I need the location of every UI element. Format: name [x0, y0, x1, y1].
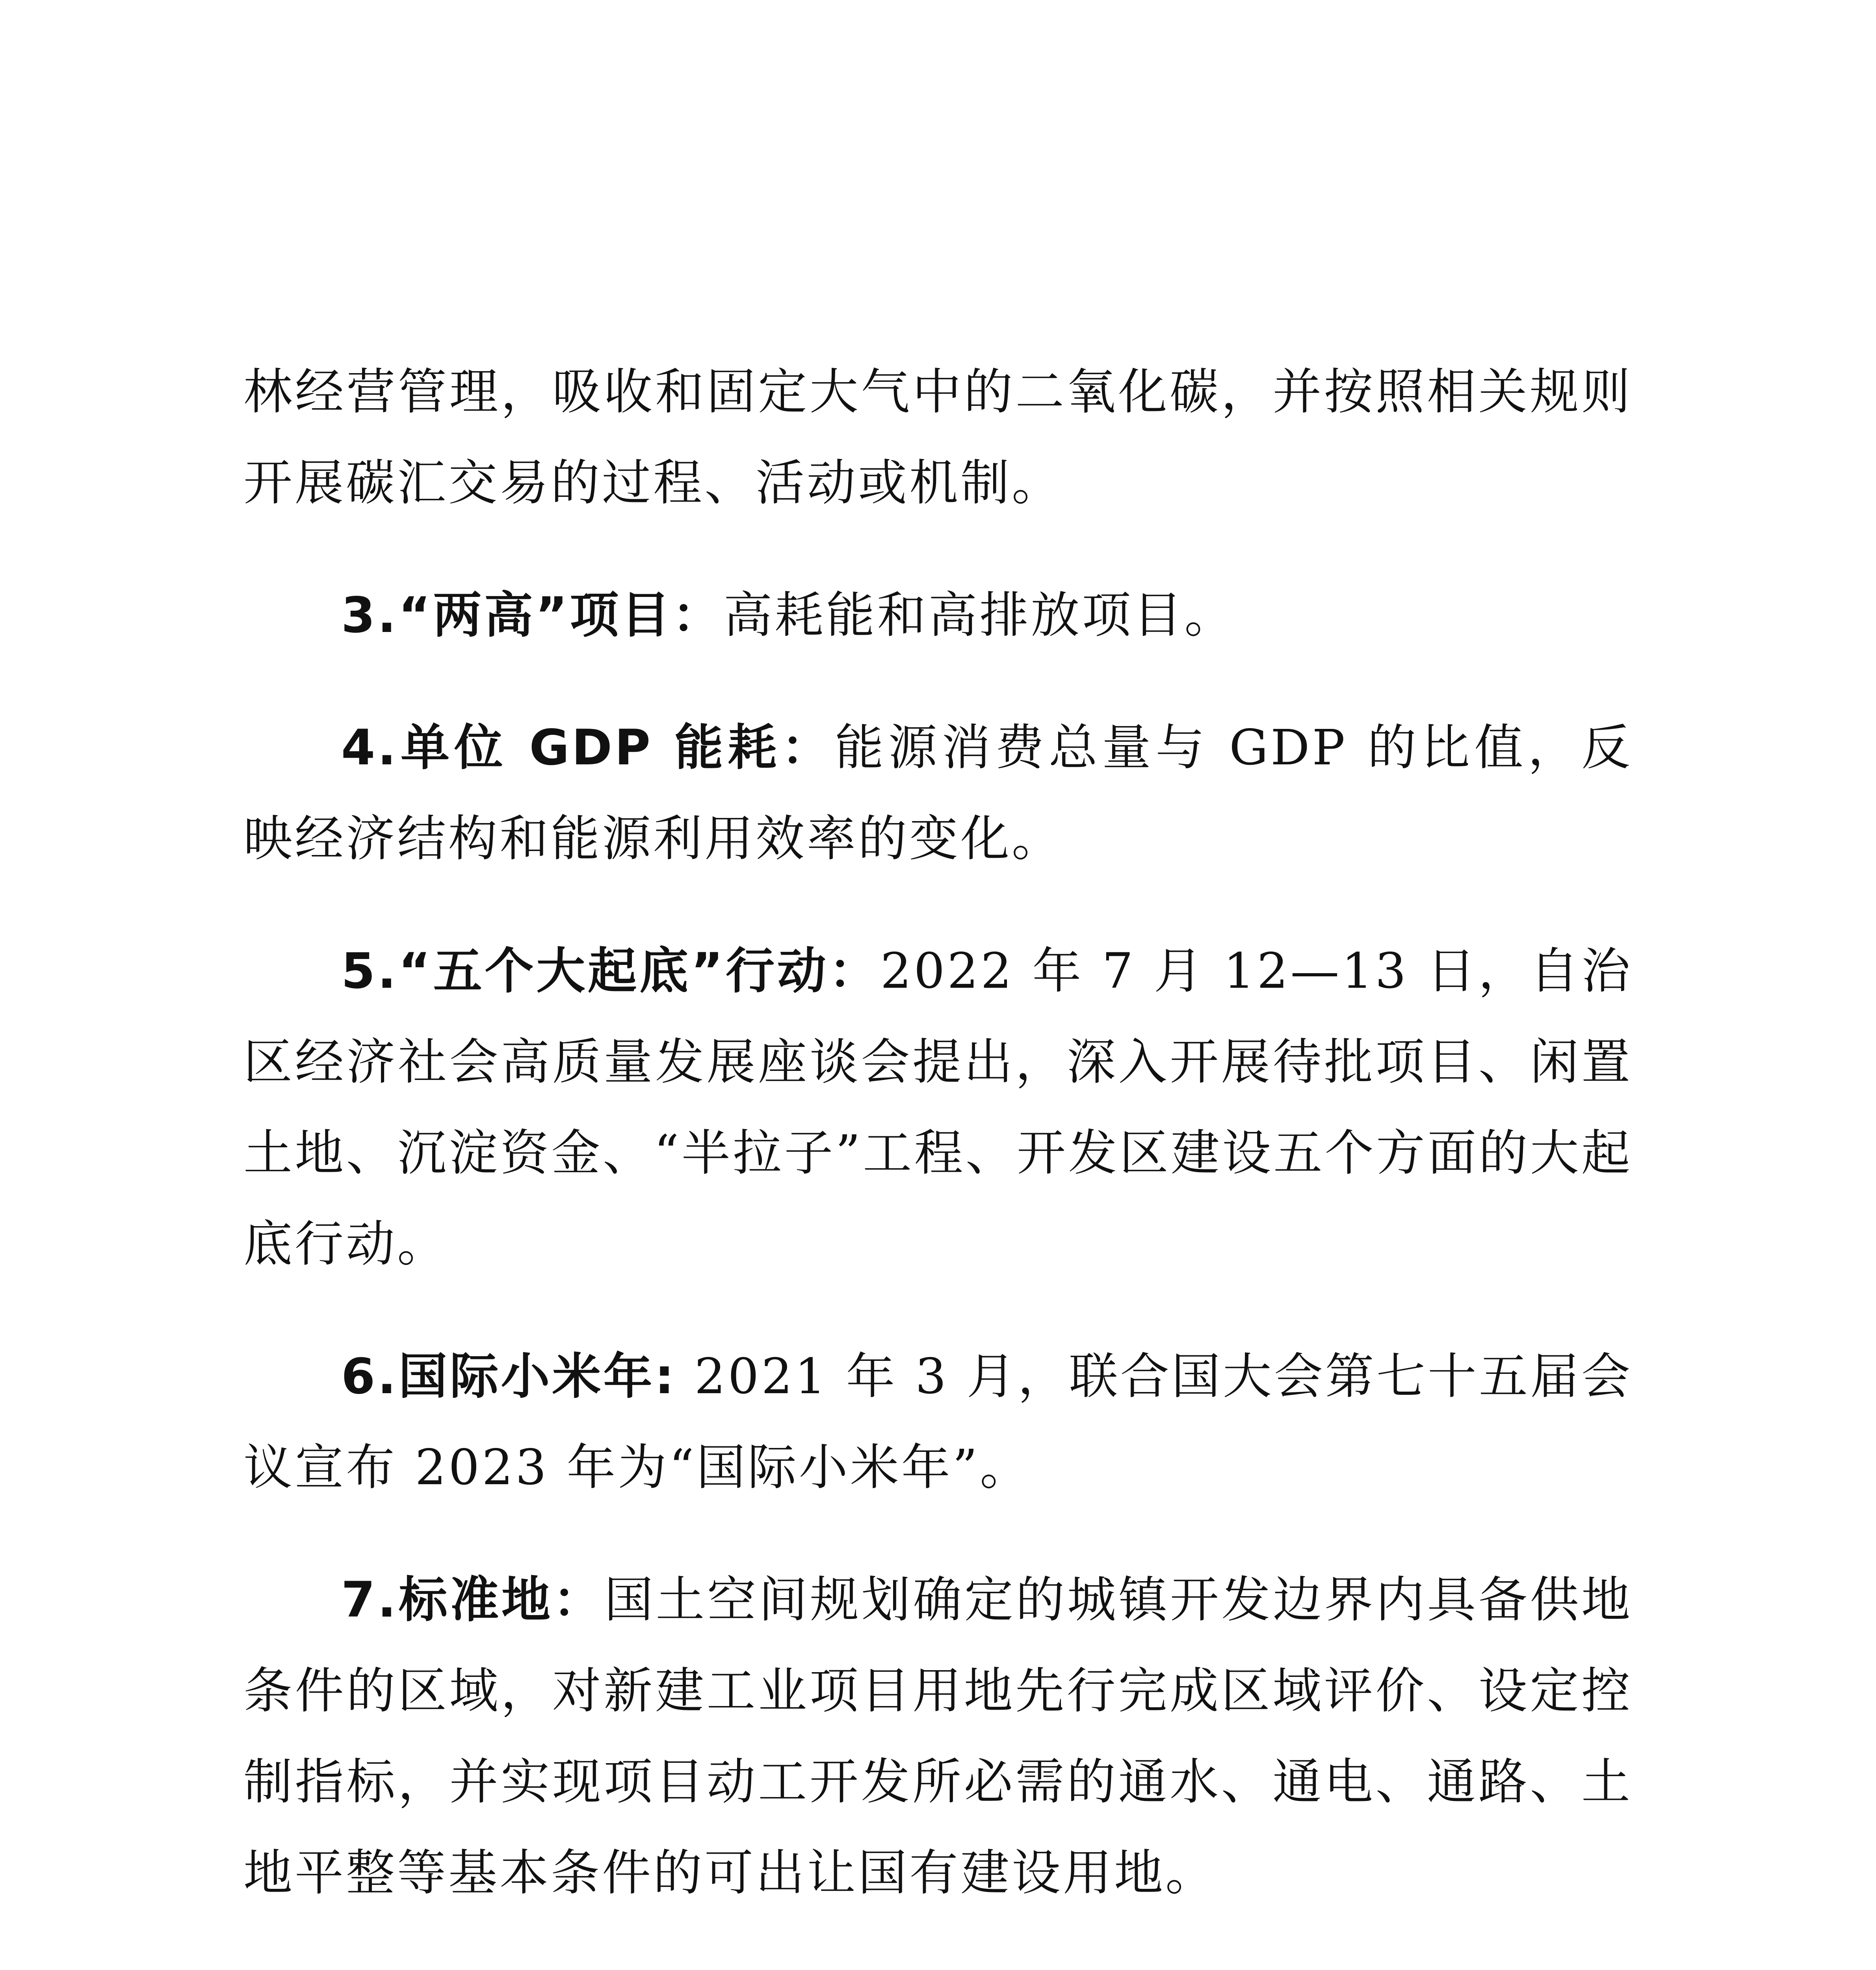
term-label: 4.单位 GDP 能耗：: [341, 719, 835, 776]
term-label: 7.标准地：: [341, 1572, 605, 1628]
term-label: 5.“五个大起底”行动：: [341, 943, 880, 1000]
term-label: 6.国际小米年:: [341, 1348, 677, 1405]
body-text: [243, 347, 1633, 1970]
term-definition: 高耗能和高排放项目。: [723, 587, 1236, 644]
term-definition: 国土空间规划确定的城镇开发边界内具备供地条件的区域，对新建工业项目用地先行完成区域评价、设定控制指标，并实现项目动工开发所必需的通水、通电、通路、土地平整等基本条件的可出让国有建设用地。: [243, 1572, 1633, 1901]
item-5: [243, 926, 1633, 1290]
term-definition: 2021 年 3 月，联合国大会第七十五届会议宣布 2023 年为“国际小米年”。: [243, 1348, 1633, 1496]
item-8: [243, 1960, 1633, 1970]
continuation-paragraph: 林经营管理，吸收和固定大气中的二氧化碳，并按照相关规则开展碳汇交易的过程、活动或机制。: [243, 364, 1633, 511]
term-definition: 能源消费总量与 GDP 的比值，反映经济结构和能源利用效率的变化。: [243, 719, 1633, 867]
term-label: 3.“两高”项目：: [341, 587, 724, 644]
item-7: [243, 1555, 1633, 1919]
term-definition: 2022 年 7 月 12—13 日，自治区经济社会高质量发展座谈会提出，深入开展待批项目、闲置土地、沉淀资金、“半拉子”工程、开发区建设五个方面的大起底行动。: [243, 943, 1633, 1273]
item-4: [243, 703, 1633, 885]
item-3: [243, 570, 1633, 661]
item-6: [243, 1331, 1633, 1513]
